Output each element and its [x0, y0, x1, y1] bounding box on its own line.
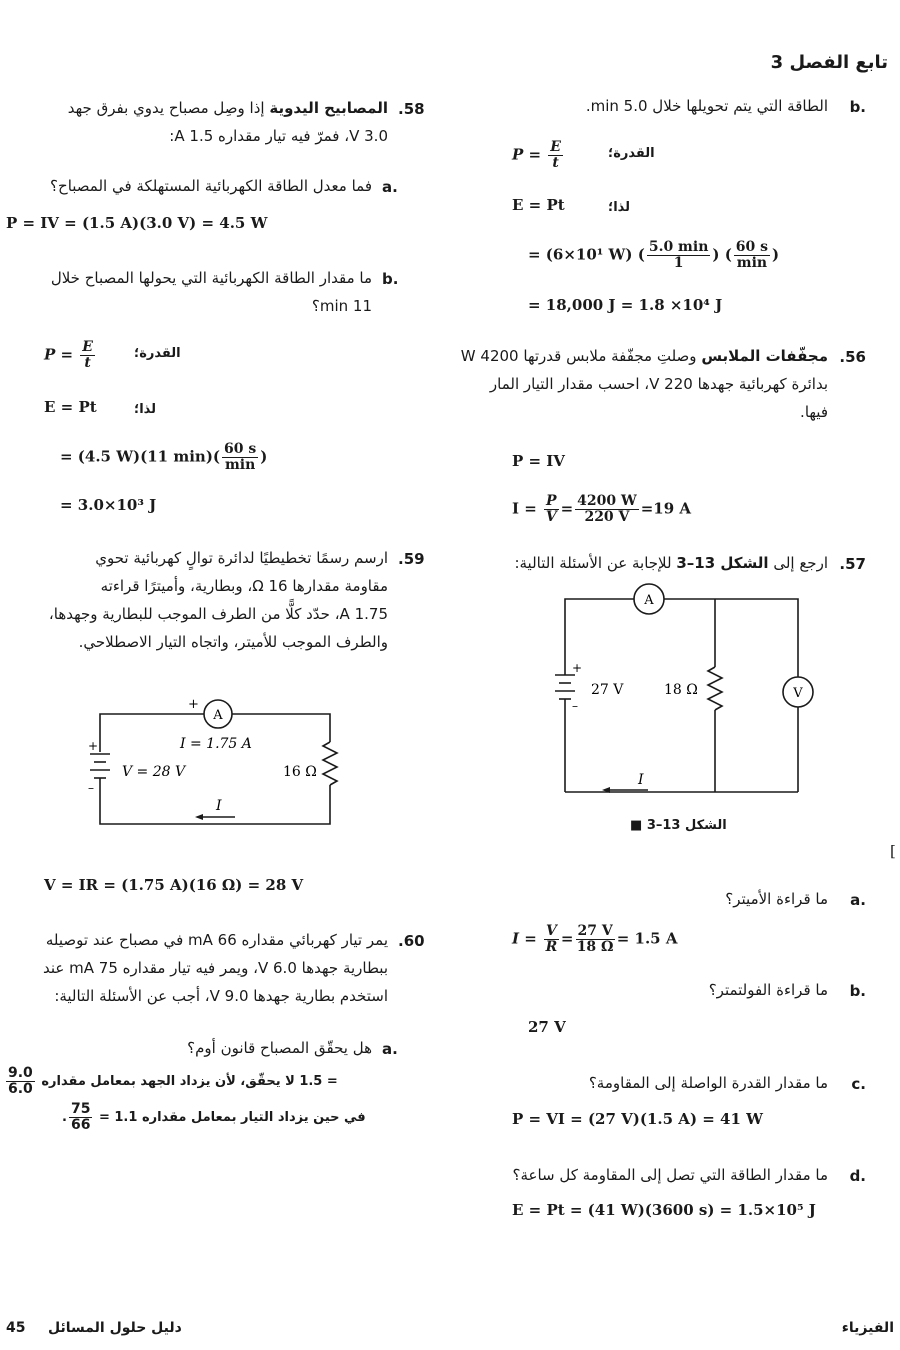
question-57a-text: ما قراءة الأميتر؟: [725, 890, 828, 908]
item-label-a: a.: [382, 1040, 398, 1058]
resistor-label: 16 Ω: [283, 764, 317, 780]
question-57c-text: ما مقدار القدرة الواصلة إلى المقاومة؟: [588, 1074, 828, 1092]
item-label-c: c.: [851, 1075, 866, 1093]
question-number-56: .56: [839, 348, 866, 366]
question-57-text: ارجع إلى الشكل 13–3 للإجابة عن الأسئلة التالية:: [514, 554, 828, 572]
energy-substitution: = (4.5 W)(11 min)( $\frac{60 s}{\min}$ ): [60, 441, 268, 473]
figure-caption: الشكل 13–3 ■: [630, 818, 727, 833]
power-formula: P = $\frac{E}{t}$: [44, 339, 93, 371]
question-60a-text: هل يحقّق المصباح قانون أوم؟: [187, 1039, 372, 1057]
current-arrow-label: I: [216, 798, 222, 814]
question-56-text: مجفّفات الملابس وصلتِ مجفّفة ملابس قدرتها 4200 W بدائرة كهربائية جهدها 220 V، احسب مقدار التيار المار فيها.: [460, 347, 828, 421]
item-label-b: b.: [849, 982, 866, 1000]
page-number: 45: [6, 1320, 26, 1336]
item-label-a: a.: [382, 178, 398, 196]
ammeter-label: A: [213, 708, 223, 723]
ammeter-label: A: [644, 593, 654, 608]
manual-title: دليل حلول المسائل: [48, 1320, 182, 1336]
voltmeter-answer: 27 V: [528, 1018, 566, 1036]
question-60-text: يمر تيار كهربائي مقداره 66 mA في مصباح عند توصيله ببطارية جهدها 6.0 V، ويمر فيه تيار مقداره 75 mA عند استخدم بطارية جهدها 9.0 V، أجب عن الأسئلة التالية:: [43, 931, 388, 1005]
item-label-b: b.: [382, 270, 399, 288]
battery-positive: +: [88, 739, 99, 753]
energy-substitution: = (6×10¹ W) ( $\frac{5.0 \min}{1}$ ) ( $\frac{60 s}{\min}$ ): [528, 239, 780, 271]
battery-voltage-label: 27 V: [591, 682, 624, 698]
energy-formula: E = Pt: [512, 196, 565, 214]
ohms-law-equation: V = IR = (1.75 A)(16 Ω) = 28 V: [44, 876, 304, 894]
subject-title: الفيزياء: [841, 1320, 894, 1336]
power-label: القدرة؛: [134, 346, 181, 361]
therefore-label: لذا؛: [608, 200, 631, 215]
power-equation: P = IV: [512, 452, 565, 470]
therefore-label: لذا؛: [134, 402, 157, 417]
item-label-a: a.: [850, 891, 866, 909]
power-equation: P = IV = (1.5 A)(3.0 V) = 4.5 W: [6, 214, 268, 232]
bracket-mark: [: [890, 842, 896, 860]
question-58-lead: المصابيح اليدوية: [269, 99, 388, 117]
question-58a-text: فما معدل الطاقة الكهربائية المستهلكة في المصباح؟: [50, 177, 372, 195]
battery-voltage-label: V = 28 V: [122, 764, 186, 780]
ammeter-positive: +: [188, 697, 199, 712]
power-resistor-equation: P = VI = (27 V)(1.5 A) = 41 W: [512, 1110, 763, 1128]
energy-formula: E = Pt: [44, 398, 97, 416]
figure-13-3-circuit: [540, 582, 840, 802]
positive-terminal: +: [572, 661, 583, 675]
resistor-label: 18 Ω: [664, 682, 698, 698]
item-label-b: b.: [849, 98, 866, 116]
voltmeter-label: V: [793, 686, 803, 701]
question-57b-text: ما قراءة الفولتمتر؟: [708, 981, 828, 999]
ammeter-equation: I = $\frac{V}{R}$ = $\frac{27 V}{18 \Omega}$ = 1.5 A: [512, 923, 678, 955]
negative-terminal: –: [572, 699, 578, 713]
energy-hour-equation: E = Pt = (41 W)(3600 s) = 1.5×10⁵ J: [512, 1201, 816, 1219]
item-label-d: d.: [849, 1167, 866, 1185]
question-number-57: .57: [839, 555, 866, 573]
question-number-59: .59: [398, 550, 425, 568]
series-circuit-diagram: [80, 694, 370, 834]
question-58-text: المصابيح اليدوية إذا وصِل مصباح يدوي بفرق جهد 3.0 V، فمرّ فيه تيار مقداره 1.5 A:: [67, 99, 388, 145]
question-number-58: .58: [398, 100, 425, 118]
question-56-lead: مجفّفات الملابس: [701, 347, 828, 365]
question-number-60: .60: [398, 932, 425, 950]
current-value-label: I = 1.75 A: [180, 736, 252, 752]
question-59-text: ارسم رسمًا تخطيطيًا لدائرة توالٍ كهربائية تحوي مقاومة مقدارها 16 Ω، وبطارية، وأميترًا قراءته 1.75 A، حدّد كلًّا من الطرف الموجب للبطارية وجهدها، والطرف الموجب للأميتر، واتجاه التيار الاصطلاحي.: [48, 549, 388, 651]
power-formula: P = $\frac{E}{t}$: [512, 139, 561, 171]
question-58b-text: ما مقدار الطاقة الكهربائية التي يحولها المصباح خلال 11 min؟: [50, 269, 372, 315]
power-label: القدرة؛: [608, 146, 655, 161]
current-label: I: [638, 772, 644, 788]
chapter-title: تابع الفصل 3: [770, 52, 888, 73]
question-57d-text: ما مقدار الطاقة التي تصل إلى المقاومة كل ساعة؟: [512, 1166, 828, 1184]
ohm-law-answer-line-2: . $\frac{75}{66}$ في حين يزداد التيار بمعامل مقداره 1.1 =: [62, 1101, 366, 1133]
energy-result: = 18,000 J = 1.8 ×10⁴ J: [528, 296, 723, 314]
battery-negative: –: [88, 781, 94, 795]
current-equation: I = $\frac{P}{V}$ = $\frac{4200 W}{220 V}$ =19 A: [512, 493, 692, 525]
question-text: الطاقة التي يتم تحويلها خلال 5.0 min.: [585, 97, 828, 115]
ohm-law-answer-line-1: $\frac{9.0}{6.0}$ = 1.5 لا يحقّق، لأن يزداد الجهد بمعامل مقداره: [8, 1065, 338, 1097]
energy-result: = 3.0×10³ J: [60, 496, 157, 514]
